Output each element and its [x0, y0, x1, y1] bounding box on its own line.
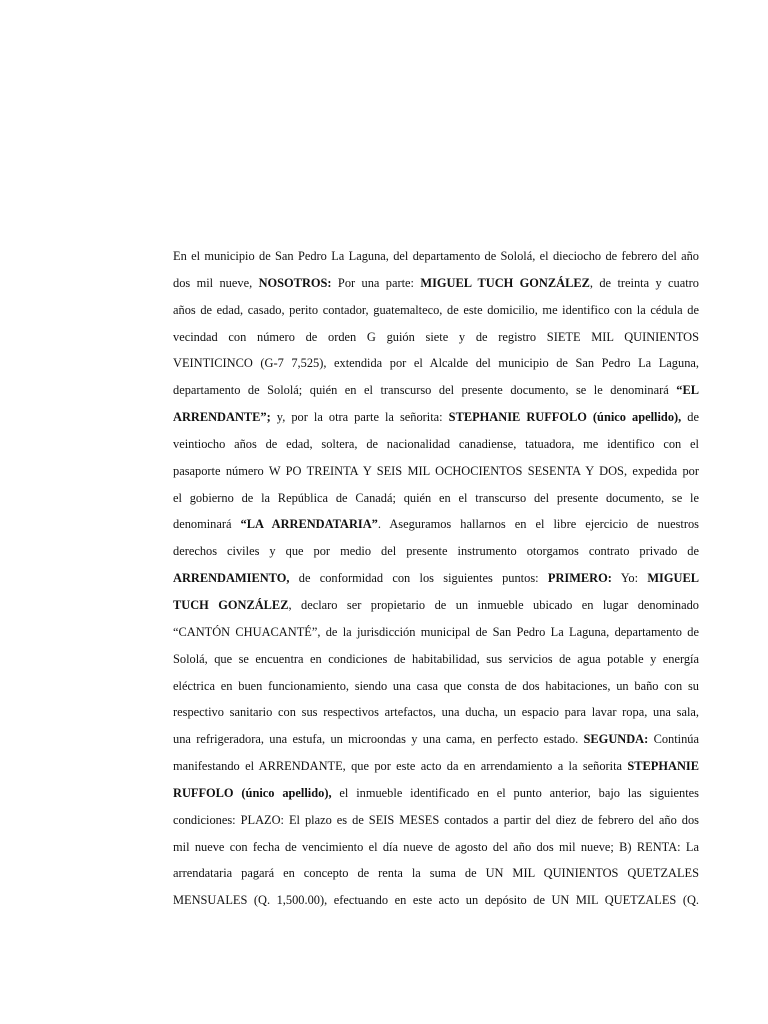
- text-line: [173, 353, 699, 380]
- bold-text-run: TUCH GONZÁLEZ: [173, 597, 289, 612]
- text-run: el gobierno de la República de Canadá; quién en el transcurso del presente documento, se le: [173, 490, 699, 505]
- text-run: vecindad con número de orden G guión siete y de registro SIETE MIL QUINIENTOS: [173, 329, 699, 344]
- text-run: el inmueble identificado en el punto anterior, bajo las siguientes: [331, 785, 699, 800]
- text-run: condiciones: PLAZO: El plazo es de SEIS MESES contados a partir del diez de febrero del año dos: [173, 812, 699, 827]
- bold-text-run: STEPHANIE RUFFOLO (único apellido),: [448, 410, 682, 425]
- text-run: En el municipio de San Pedro La Laguna, del departamento de Sololá, el dieciocho de febrero del año: [173, 249, 699, 263]
- text-line: [173, 434, 699, 461]
- text-line: [173, 890, 699, 917]
- bold-text-run: NOSOTROS:: [258, 275, 332, 290]
- text-line: [173, 622, 699, 649]
- text-line: [173, 327, 699, 354]
- bold-text-run: “EL: [676, 383, 699, 398]
- text-line: [173, 568, 699, 595]
- text-line: [173, 595, 699, 622]
- bold-text-run: ARRENDAMIENTO,: [173, 571, 290, 586]
- text-line: [173, 514, 699, 541]
- text-line: [173, 783, 699, 810]
- bold-text-run: STEPHANIE: [627, 759, 699, 774]
- text-line: [173, 246, 699, 273]
- text-run: dos mil nueve,: [173, 275, 259, 290]
- bold-text-run: SEGUNDA:: [583, 732, 649, 747]
- text-run: años de edad, casado, perito contador, guatemalteco, de este domicilio, me identifico con la cédula de: [173, 302, 699, 317]
- text-run: eléctrica en buen funcionamiento, siendo una casa que consta de dos habitaciones, un baño con su: [173, 678, 699, 693]
- text-run: una refrigeradora, una estufa, un microondas y una cama, en perfecto estado.: [173, 732, 584, 747]
- text-line: [173, 863, 699, 890]
- text-run: Yo:: [611, 571, 648, 586]
- contract-text: [173, 246, 699, 917]
- bold-text-run: RUFFOLO (único apellido),: [173, 785, 332, 800]
- text-line: [173, 273, 699, 300]
- text-run: Por una parte:: [331, 275, 421, 290]
- text-run: veintiocho años de edad, soltera, de nacionalidad canadiense, tatuadora, me identifico con el: [173, 436, 699, 451]
- bold-text-run: ARRENDANTE”;: [173, 410, 271, 425]
- text-run: de: [681, 410, 699, 425]
- text-run: departamento de Sololá; quién en el transcurso del presente documento, se le denominará: [173, 383, 677, 398]
- bold-text-run: MIGUEL: [647, 571, 699, 586]
- text-line: [173, 461, 699, 488]
- text-line: [173, 541, 699, 568]
- text-run: VEINTICINCO (G-7 7,525), extendida por el Alcalde del municipio de San Pedro La Laguna,: [173, 356, 699, 371]
- text-line: [173, 702, 699, 729]
- text-run: pasaporte número W PO TREINTA Y SEIS MIL OCHOCIENTOS SESENTA Y DOS, expedida por: [173, 463, 699, 478]
- text-line: [173, 488, 699, 515]
- text-run: , declaro ser propietario de un inmueble ubicado en lugar denominado: [288, 597, 699, 612]
- text-run: y, por la otra parte la señorita:: [270, 410, 449, 425]
- text-line: [173, 756, 699, 783]
- text-line: [173, 300, 699, 327]
- text-run: arrendataria pagará en concepto de renta la suma de UN MIL QUINIENTOS QUETZALES: [173, 866, 699, 881]
- text-run: manifestando el ARRENDANTE, que por este acto da en arrendamiento a la señorita: [173, 759, 628, 774]
- text-run: derechos civiles y que por medio del presente instrumento otorgamos contrato privado de: [173, 544, 699, 559]
- text-line: [173, 649, 699, 676]
- text-line: [173, 380, 699, 407]
- text-run: mil nueve con fecha de vencimiento el día nueve de agosto del año dos mil nueve; B) RENTA: La: [173, 839, 699, 854]
- text-run: , de treinta y cuatro: [589, 275, 699, 290]
- text-line: [173, 837, 699, 864]
- bold-text-run: PRIMERO:: [547, 571, 612, 586]
- text-run: denominará: [173, 517, 241, 532]
- bold-text-run: MIGUEL TUCH GONZÁLEZ: [420, 275, 590, 290]
- text-run: respectivo sanitario con sus respectivos artefactos, una ducha, un espacio para lavar ropa, una sala,: [173, 705, 699, 720]
- text-run: MENSUALES (Q. 1,500.00), efectuando en este acto un depósito de UN MIL QUETZALES (Q.: [173, 893, 699, 908]
- text-run: “CANTÓN CHUACANTÉ”, de la jurisdicción municipal de San Pedro La Laguna, departamento de: [173, 624, 699, 639]
- text-run: de conformidad con los siguientes puntos:: [289, 571, 548, 586]
- bold-text-run: “LA ARRENDATARIA”: [240, 517, 378, 532]
- text-run: Sololá, que se encuentra en condiciones de habitabilidad, sus servicios de agua potable y energía: [173, 651, 699, 666]
- text-run: Continúa: [648, 732, 699, 747]
- text-run: . Aseguramos hallarnos en el libre ejercicio de nuestros: [377, 517, 699, 532]
- text-line: [173, 407, 699, 434]
- text-line: [173, 729, 699, 756]
- text-line: [173, 810, 699, 837]
- text-line: [173, 676, 699, 703]
